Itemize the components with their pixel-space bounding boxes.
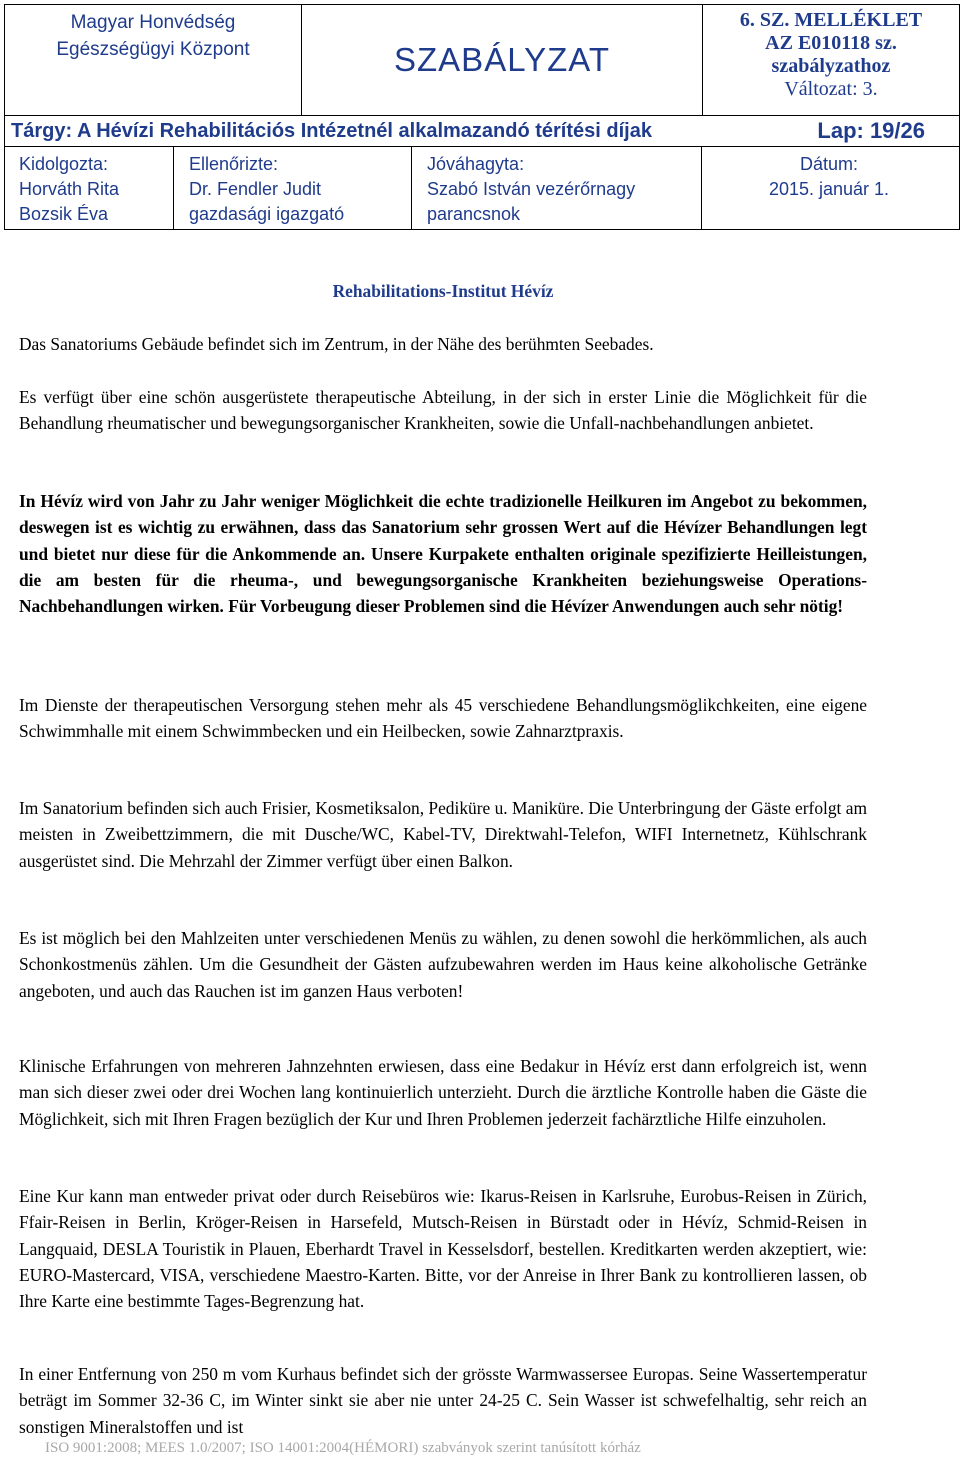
footer-certification: ISO 9001:2008; MEES 1.0/2007; ISO 14001:2004(HÉMORI) szabványok szerint tanúsított kórház bbox=[45, 1440, 641, 1456]
approved-by bbox=[427, 152, 635, 227]
subject-row bbox=[5, 116, 960, 147]
date-value: 2015. január 1. bbox=[768, 179, 890, 199]
paragraph-meals: Es ist möglich bei den Mahlzeiten unter verschiedenen Menüs zu wählen, zu denen sowohl die herkömmlichen, als auch Schonkostmenüs zählen. Um die Gesundheit der Gästen aufzubewahren werden im Haus keine alkoholische Getränke angeboten, und auch das Rauchen ist im ganzen Haus verboten! bbox=[19, 928, 867, 1001]
signoff-row bbox=[5, 147, 960, 230]
prepared-name1: Horváth Rita bbox=[19, 179, 120, 199]
paragraph-services: Im Dienste der therapeutischen Versorgung stehen mehr als 45 verschiedene Behandlungsmöglikchkeiten, eine eigene Schwimmhalle mit einem Schwimmbecken und ein Heilbecken, sowie Zahnarztpraxis. bbox=[19, 695, 867, 742]
checked-name: Dr. Fendler Judit bbox=[189, 179, 322, 199]
annex-line2: AZ E010118 sz. bbox=[765, 32, 897, 54]
paragraph-rooms: Im Sanatorium befinden sich auch Frisier, Kosmetiksalon, Pediküre u. Maniküre. Die Unterbringung der Gäste erfolgt am meisten in Zweibettzimmern, die mit Dusche/WC, Kabel-TV, Direktwahl-Telefon, WIFI Internetnetz, Kühlschrank ausgerüstet sind. Die Mehrzahl der Zimmer verfügt über einen Balkon. bbox=[19, 798, 867, 871]
divider bbox=[173, 147, 174, 229]
subject-text: A Hévízi Rehabilitációs Intézetnél alkalmazandó térítési díjak bbox=[76, 120, 652, 142]
annex-line1: 6. SZ. MELLÉKLET bbox=[739, 9, 923, 31]
org-name-line2: Egészségügyi Központ bbox=[56, 39, 250, 60]
doc-type: SZABÁLYZAT bbox=[394, 41, 610, 78]
paragraph-cures: In Hévíz wird von Jahr zu Jahr weniger Möglichkeit die echte tradizionelle Heilkuren im Angebot zu bekommen, deswegen ist es wichtig zu erwähnen, dass das Sanatorium sehr grossen Wert auf die Hévízer Behandlungen legt und bietet nur diese für die Ankommende an. Unsere Kurpakete enthalten originale spezifizierte Heilleistungen, die am besten für die rheuma-, und bewegungsorganische Krankheiten beziehungsweise Operations-Nachbehandlungen wirken. Für Vorbeugung dieser Problemen sind die Hévízer Anwendungen auch sehr nötig! bbox=[19, 491, 867, 617]
section-title: Rehabilitations-Institut Hévíz bbox=[332, 281, 554, 301]
organization-cell bbox=[5, 5, 302, 116]
paragraph-booking: Eine Kur kann man entweder privat oder durch Reisebüros wie: Ikarus-Reisen in Karlsruhe, Eurobus-Reisen in Zürich, Ffair-Reisen in Berlin, Kröger-Reisen in Harsefeld, Mutsch-Reisen in Bürstadt oder in Hévíz, Schmid-Reisen in Langquaid, DESLA Touristik in Plauen, Eberhardt Travel in Kesselsdorf, bestellen. Kreditkarten werden akzeptiert, wie: EURO-Mastercard, VISA, verschiedene Maestro-Karten. Bitte, vor der Anreise in Ihrer Bank zu kontrollieren lassen, ob Ihre Karte eine bestimmte Tages-Begrenzung hat. bbox=[19, 1186, 867, 1312]
divider bbox=[411, 147, 412, 229]
checked-role: gazdasági igazgató bbox=[189, 204, 345, 224]
approved-label: Jóváhagyta: bbox=[427, 154, 525, 174]
prepared-by bbox=[19, 152, 119, 227]
subject-label: Tárgy: bbox=[11, 120, 73, 142]
org-name-line1: Magyar Honvédség bbox=[70, 12, 236, 33]
checked-by bbox=[189, 152, 344, 227]
paragraph-lake: In einer Entfernung von 250 m vom Kurhaus befindet sich der grösste Warmwassersee Europas. Seine Wassertemperatur beträgt im Sommer 32-36 C, im Winter sinkt sie aber nie unter 24-25 C. Sein Wasser ist schwefelhaltig, sehr reich an sonstigen Mineralstoffen und ist bbox=[19, 1364, 867, 1437]
annex-version: Változat: 3. bbox=[784, 78, 878, 100]
date-block bbox=[701, 152, 957, 202]
approved-role: parancsnok bbox=[427, 204, 521, 224]
paragraph-location: Das Sanatoriums Gebäude befindet sich im Zentrum, in der Nähe des berühmten Seebades. bbox=[19, 334, 654, 354]
date-label: Dátum: bbox=[799, 154, 859, 174]
prepared-name2: Bozsik Éva bbox=[19, 204, 109, 224]
approved-name: Szabó István vezérőrnagy bbox=[427, 179, 636, 199]
paragraph-therapy: Es verfügt über eine schön ausgerüstete therapeutische Abteilung, in der sich in erster Linie die Möglichkeit für die Behandlung rheumatischer und bewegungsorganischer Krankheiten, sowie die Unfall-nachbehandlungen anbietet. bbox=[19, 387, 867, 434]
annex-line3: szabályzathoz bbox=[771, 55, 891, 77]
checked-label: Ellenőrizte: bbox=[189, 154, 279, 174]
header-table bbox=[4, 4, 960, 230]
prepared-label: Kidolgozta: bbox=[19, 154, 109, 174]
document-header bbox=[4, 4, 956, 230]
page-number: Lap: 19/26 bbox=[817, 118, 925, 143]
doc-type-cell bbox=[302, 5, 703, 116]
paragraph-clinical: Klinische Erfahrungen von mehreren Jahnzehnten erwiesen, dass eine Bedakur in Hévíz erst dann erfolgreich ist, wenn man sich dieser zwei oder drei Wochen lang kontinuierlich unterzieht. Durch die ärztliche Kontrolle haben die Gäste die Möglichkeit, sich mit Ihren Fragen bezüglich der Kur und Ihren Problemen jederzeit fachärztliche Hilfe einzuholen. bbox=[19, 1056, 867, 1129]
annex-cell bbox=[703, 5, 960, 116]
